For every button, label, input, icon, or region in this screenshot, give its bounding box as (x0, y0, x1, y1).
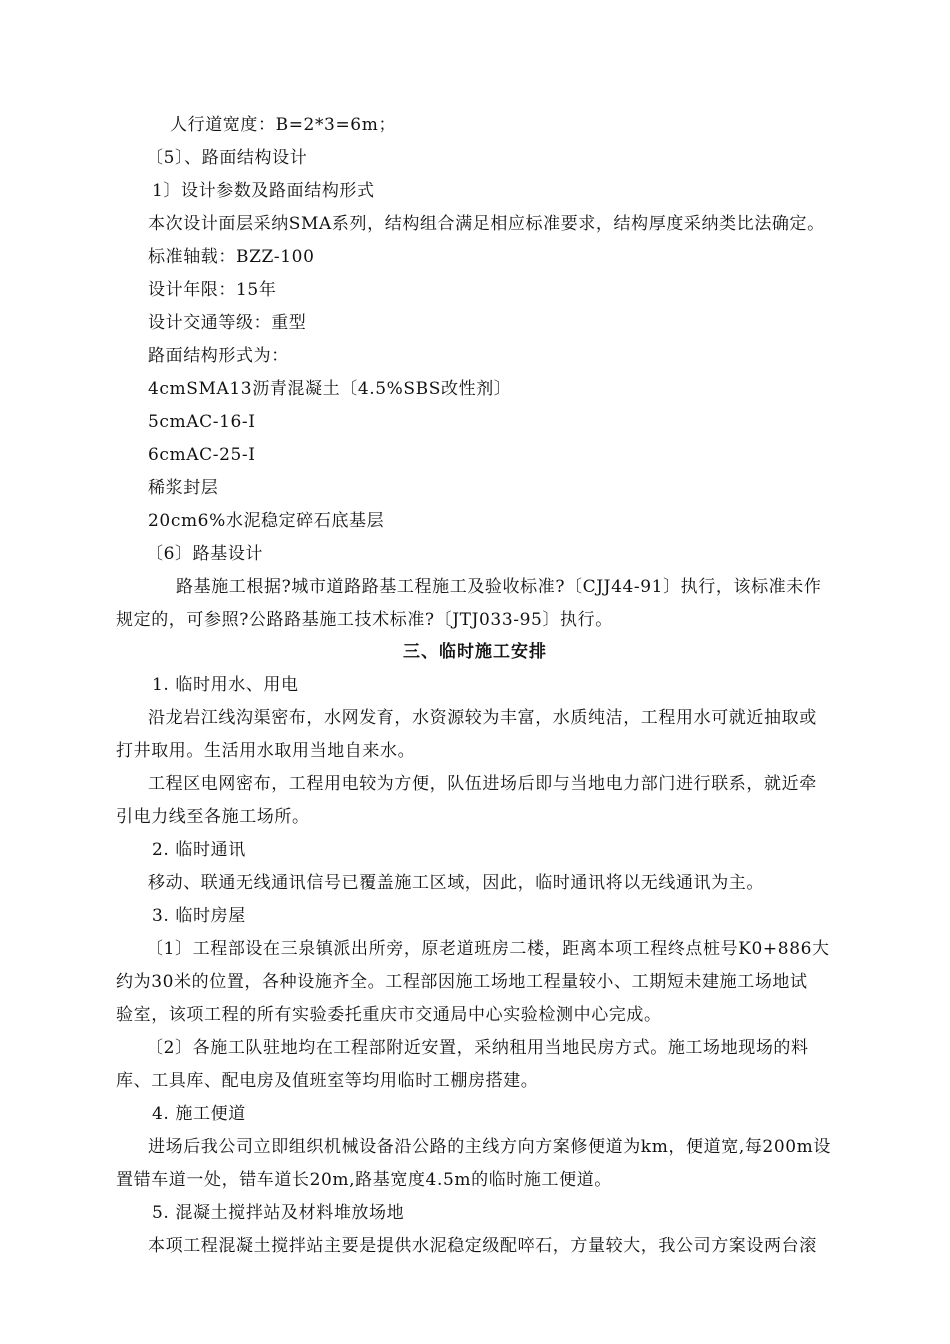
text-line: 设计交通等级：重型 (148, 313, 307, 333)
text-line: 2. 临时通讯 (152, 840, 246, 860)
text-line: 移动、联通无线通讯信号已覆盖施工区域，因此，临时通讯将以无线通讯为主。 (148, 873, 764, 893)
text-line: 〔1〕工程部设在三泉镇派出所旁，原老道班房二楼，距离本项工程终点桩号K0+886大 (146, 939, 830, 959)
text-line: 标准轴载：BZZ-100 (148, 247, 315, 267)
text-line: 6cmAC-25-I (148, 445, 256, 465)
text-line: 5. 混凝土搅拌站及材料堆放场地 (152, 1203, 405, 1223)
text-line: 〔2〕各施工队驻地均在工程部附近安置，采纳租用当地民房方式。施工场地现场的料 (146, 1038, 809, 1058)
text-line: 3. 临时房屋 (152, 906, 246, 926)
text-line: 引电力线至各施工场所。 (116, 807, 310, 827)
text-line: 进场后我公司立即组织机械设备沿公路的主线方向方案修便道为km，便道宽,每200m设 (148, 1137, 831, 1157)
text-line: 置错车道一处，错车道长20m,路基宽度4.5m的临时施工便道。 (116, 1170, 612, 1190)
text-line: 4cmSMA13沥青混凝土〔4.5%SBS改性剂〕 (148, 379, 512, 399)
text-line: 沿龙岩江线沟渠密布，水网发育，水资源较为丰富，水质纯洁，工程用水可就近抽取或 (148, 708, 817, 728)
text-line: 1. 临时用水、用电 (152, 675, 299, 695)
text-line: 5cmAC-16-I (148, 412, 256, 432)
text-line: 〔5〕、路面结构设计 (146, 148, 308, 168)
text-line: 本项工程混凝土搅拌站主要是提供水泥稳定级配啐石，方量较大，我公司方案设两台滚 (148, 1236, 817, 1256)
text-line: 人行道宽度：B=2*3=6m； (170, 115, 397, 135)
text-line: 打井取用。生活用水取用当地自来水。 (116, 741, 416, 761)
text-line: 4. 施工便道 (152, 1104, 246, 1124)
text-line: 20cm6%水泥稳定碎石底基层 (148, 511, 385, 531)
text-line: 验室，该项工程的所有实验委托重庆市交通局中心实验检测中心完成。 (116, 1005, 662, 1025)
section-heading: 三、临时施工安排 (403, 642, 547, 662)
text-line: 规定的，可参照?公路路基施工技术标准?〔JTJ033-95〕执行。 (116, 610, 613, 630)
text-line: 本次设计面层采纳SMA系列，结构组合满足相应标准要求，结构厚度采纳类比法确定。 (148, 214, 825, 234)
text-line: 工程区电网密布，工程用电较为方便，队伍进场后即与当地电力部门进行联系，就近牵 (148, 774, 817, 794)
text-line: 约为30米的位置，各种设施齐全。工程部因施工场地工程量较小、工期短未建施工场地试 (116, 972, 808, 992)
text-line: 1〕设计参数及路面结构形式 (152, 181, 375, 201)
text-line: 路面结构形式为： (148, 346, 289, 366)
text-line: 库、工具库、配电房及值班室等均用临时工棚房搭建。 (116, 1071, 539, 1091)
text-line: 路基施工根据?城市道路路基工程施工及验收标准?〔CJJ44-91〕执行，该标准未作 (176, 577, 822, 597)
text-line: 〔6〕路基设计 (146, 544, 264, 564)
text-line: 设计年限：15年 (148, 280, 277, 300)
text-line: 稀浆封层 (148, 478, 219, 498)
